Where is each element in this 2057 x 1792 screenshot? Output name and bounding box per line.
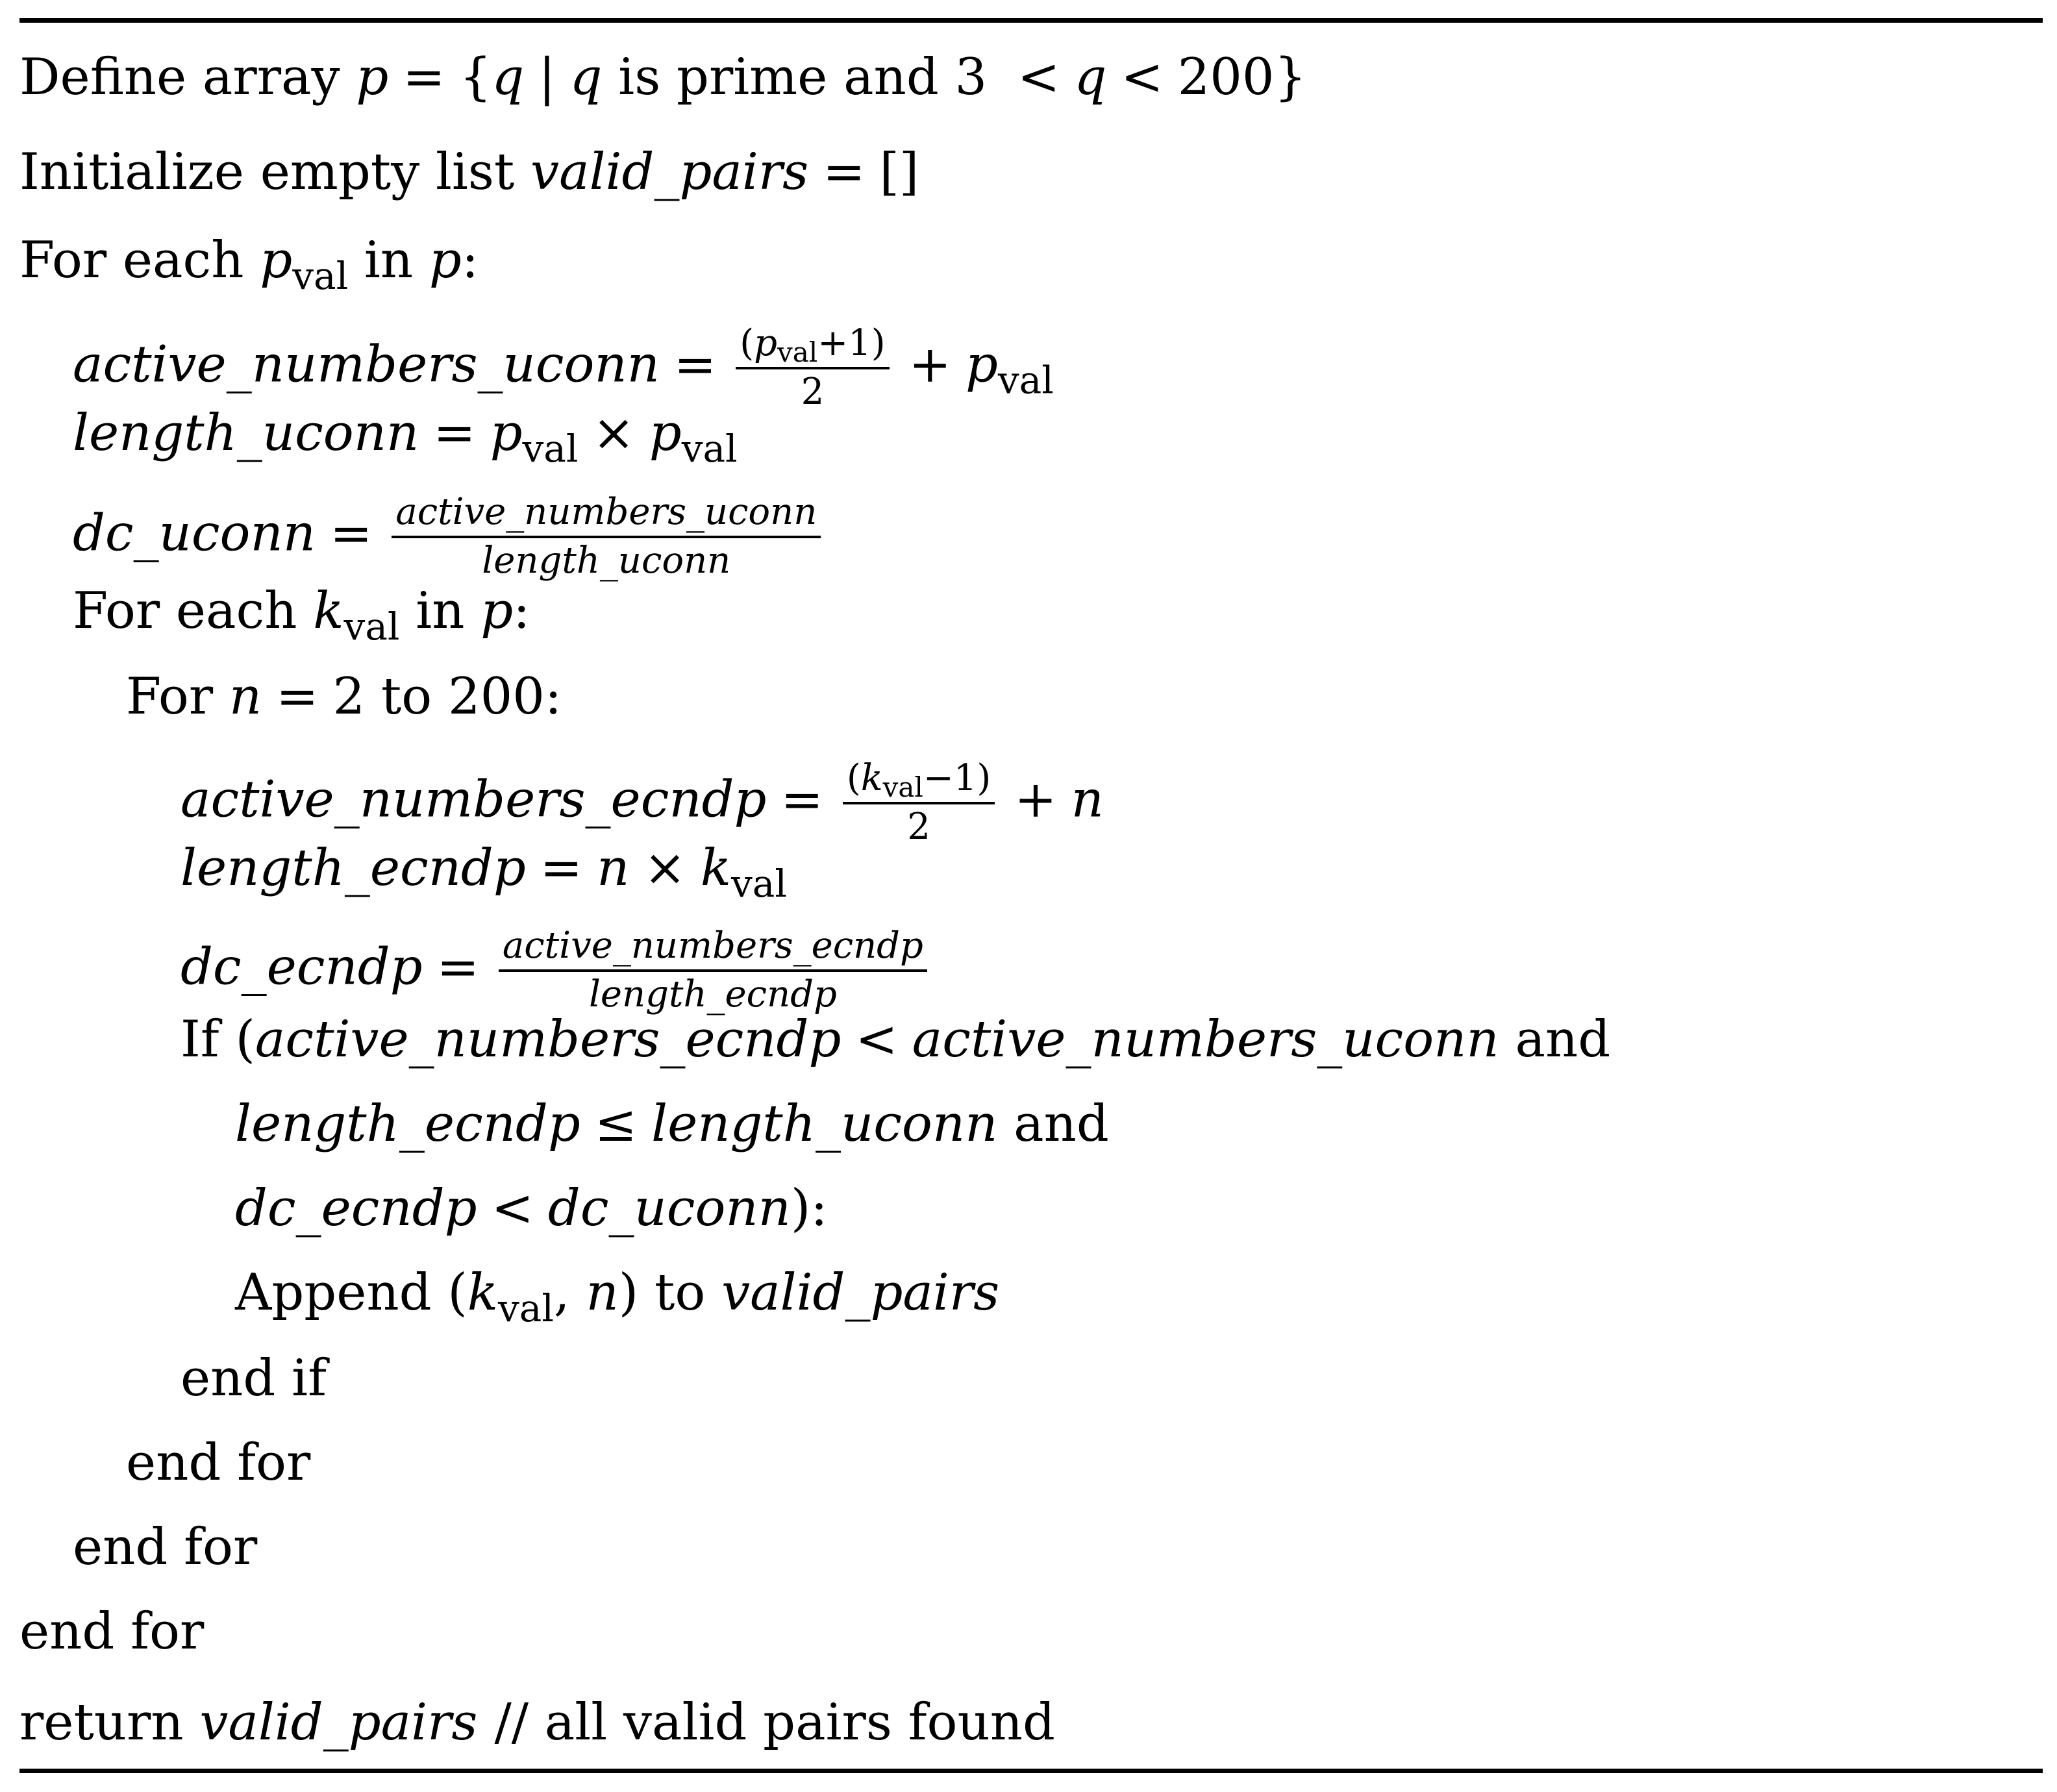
math-var: q — [492, 48, 525, 106]
math-var: length_ecndp — [181, 839, 526, 897]
math-var: length_uconn — [73, 404, 419, 462]
operator: = — [276, 667, 319, 726]
line-for-each-pval — [19, 231, 479, 298]
text: ): — [790, 1179, 828, 1238]
text: is prime and 3 — [602, 48, 1003, 106]
math-var: p — [649, 404, 682, 462]
math-var: p — [356, 48, 389, 106]
text: For each — [19, 231, 260, 290]
math-var: n — [586, 1263, 619, 1322]
fraction-numerator: active_numbers_ecndp — [499, 926, 927, 972]
math-var: k — [700, 839, 732, 897]
operator: ≤ — [594, 1095, 638, 1153]
line-end-for-n — [126, 1434, 311, 1492]
math-var: valid_pairs — [530, 143, 809, 201]
line-append — [235, 1263, 1000, 1330]
math-var: dc_uconn — [547, 1179, 791, 1238]
text: : — [461, 231, 479, 290]
math-var: length_ecndp — [235, 1095, 580, 1153]
fraction — [843, 758, 995, 847]
text: and — [997, 1095, 1109, 1153]
math-var: k — [467, 1263, 499, 1322]
line-define-array — [19, 48, 1307, 106]
operator: = — [329, 504, 373, 563]
fraction-denominator: length_ecndp — [588, 973, 837, 1015]
subscript: val — [498, 1286, 554, 1330]
operator: + — [1014, 770, 1057, 829]
math-var: q — [569, 48, 603, 106]
text: end for — [126, 1434, 311, 1492]
math-var: p — [429, 231, 462, 290]
operator: = — [540, 839, 583, 897]
operator: × — [592, 404, 635, 462]
top-rule — [19, 18, 2043, 23]
text: +1) — [817, 322, 886, 364]
math-var: p — [260, 231, 293, 290]
operator: = — [823, 143, 866, 201]
operator: = — [673, 335, 717, 394]
line-active-numbers-uconn — [73, 323, 1054, 412]
fraction-denominator: 2 — [907, 805, 930, 848]
line-if-condition — [181, 1010, 1611, 1069]
text: Initialize empty list — [19, 143, 531, 201]
text: and — [1499, 1010, 1611, 1069]
line-length-ecndp — [181, 839, 787, 906]
math-var: k — [313, 582, 344, 640]
text: Define array — [19, 48, 356, 106]
math-var: active_numbers_ecndp — [255, 1010, 842, 1069]
math-var: dc_ecndp — [181, 938, 423, 997]
math-var: active_numbers_uconn — [73, 335, 660, 394]
line-end-if — [181, 1349, 327, 1408]
subscript: val — [777, 336, 818, 368]
text: in — [399, 582, 481, 640]
line-initialize-list — [19, 143, 919, 201]
text: : — [513, 582, 530, 640]
subscript: val — [882, 771, 923, 803]
operator: < — [855, 1010, 898, 1069]
text: ) to — [618, 1263, 722, 1322]
math-var: n — [1071, 770, 1104, 829]
fraction — [499, 926, 927, 1015]
operator: × — [643, 839, 686, 897]
operator: = — [403, 48, 445, 106]
line-end-for-pval — [19, 1602, 205, 1661]
subscript: val — [292, 254, 349, 298]
subscript: val — [997, 358, 1054, 403]
text: end for — [73, 1518, 258, 1576]
text: end if — [181, 1349, 327, 1408]
line-active-numbers-ecndp — [181, 758, 1104, 847]
math-var: k — [860, 757, 883, 799]
fraction-numerator — [843, 758, 995, 804]
operator: + — [908, 335, 951, 394]
text: ( — [846, 757, 861, 799]
line-for-each-kval — [73, 582, 530, 649]
operator: = — [436, 938, 479, 997]
comment: // all valid pairs found — [494, 1693, 1055, 1752]
text: [] — [879, 143, 919, 201]
math-var: p — [965, 335, 998, 394]
text: Append ( — [235, 1263, 468, 1322]
operator: = — [780, 770, 823, 829]
math-var: active_numbers_uconn — [912, 1010, 1499, 1069]
text: ( — [740, 322, 754, 364]
math-var: n — [597, 839, 630, 897]
subscript: val — [522, 427, 579, 471]
subscript: val — [343, 604, 400, 649]
operator: < — [491, 1179, 534, 1238]
operator: < — [1017, 48, 1060, 106]
math-var: p — [490, 404, 523, 462]
math-var: p — [480, 582, 514, 640]
fraction-denominator: length_uconn — [482, 539, 731, 582]
subscript: val — [681, 427, 738, 471]
text: −1) — [923, 757, 991, 799]
math-var: dc_ecndp — [235, 1179, 477, 1238]
operator: = — [433, 404, 476, 462]
operator: < — [1121, 48, 1164, 106]
math-var: length_uconn — [651, 1095, 998, 1153]
operator: | — [538, 48, 556, 106]
text: 200} — [1177, 48, 1307, 106]
math-var: n — [229, 667, 262, 726]
line-dc-uconn — [73, 492, 826, 581]
subscript: val — [731, 862, 787, 906]
text: return — [19, 1693, 200, 1752]
line-condition-dc — [235, 1179, 828, 1238]
text: 2 to 200: — [332, 667, 562, 726]
fraction-denominator: 2 — [801, 370, 825, 413]
line-end-for-kval — [73, 1518, 258, 1576]
text: For — [126, 667, 229, 726]
math-var: q — [1074, 48, 1107, 106]
line-return — [19, 1693, 1055, 1752]
fraction — [392, 492, 821, 581]
text: If ( — [181, 1010, 255, 1069]
fraction-numerator — [736, 323, 889, 369]
math-var: p — [754, 322, 777, 364]
fraction-numerator: active_numbers_uconn — [392, 492, 821, 538]
text: , — [553, 1263, 586, 1322]
text: For each — [73, 582, 314, 640]
brace: { — [459, 48, 492, 106]
math-var: active_numbers_ecndp — [181, 770, 767, 829]
line-length-uconn — [73, 404, 738, 471]
text: end for — [19, 1602, 205, 1661]
fraction — [736, 323, 889, 412]
bottom-rule — [19, 1769, 2043, 1773]
line-for-n — [126, 667, 562, 726]
math-var: dc_uconn — [73, 504, 316, 563]
line-dc-ecndp — [181, 926, 932, 1015]
math-var: valid_pairs — [199, 1693, 478, 1752]
text: in — [348, 231, 429, 290]
math-var: valid_pairs — [721, 1263, 1000, 1322]
line-condition-length — [235, 1095, 1109, 1153]
